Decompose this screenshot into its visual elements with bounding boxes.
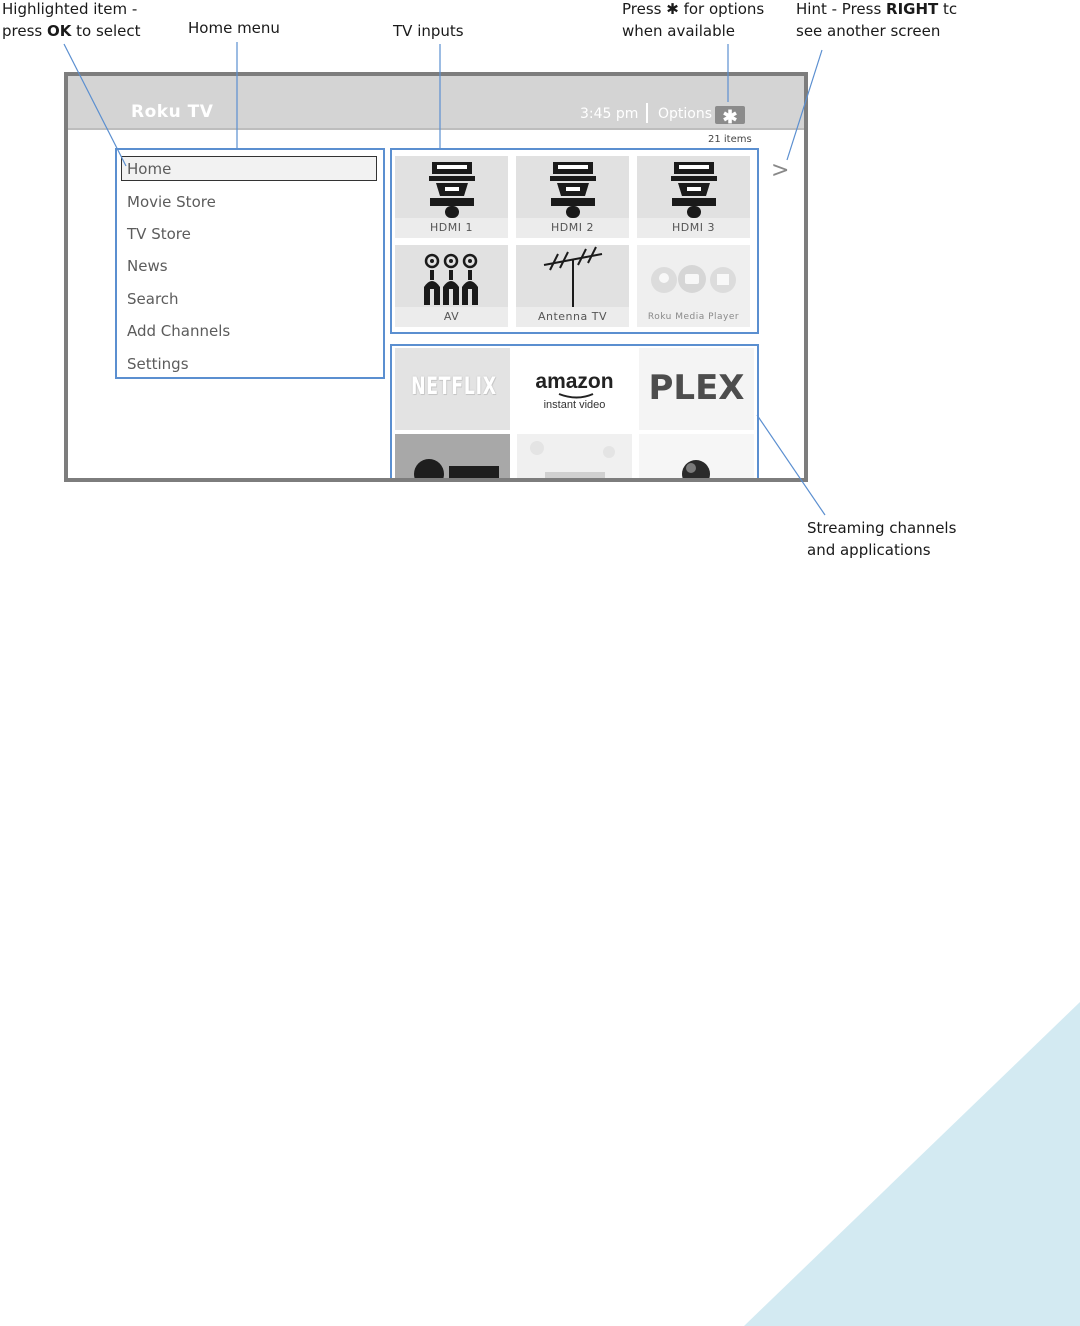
tv-header [68, 76, 804, 130]
options-star-button[interactable]: ✱ [715, 106, 745, 124]
app-logo-icon [639, 434, 754, 480]
callout-streaming: Streaming channels and applications [807, 519, 957, 559]
input-label: HDMI 3 [637, 218, 750, 238]
callout-tv-inputs: TV inputs [393, 22, 464, 40]
input-tile-hdmi-2[interactable] [516, 156, 629, 238]
streaming-channels-grid [390, 344, 759, 480]
hdmi-icon [395, 156, 508, 218]
menu-item-add-channels[interactable]: Add Channels [127, 322, 231, 340]
input-tile-antenna-tv[interactable] [516, 245, 629, 327]
item-count: 21 items [708, 134, 752, 145]
menu-item-movie-store[interactable]: Movie Store [127, 193, 216, 211]
menu-item-search[interactable]: Search [127, 290, 179, 308]
callout-hint: Hint - Press RIGHT tc see another screen [796, 0, 958, 40]
channel-tile-plex[interactable] [639, 348, 754, 430]
clock: 3:45 pm [580, 106, 639, 122]
pandora-logo-icon [517, 434, 632, 480]
input-label: Antenna TV [516, 307, 629, 327]
netflix-logo: NETFLIX [411, 372, 497, 400]
callout-home-menu: Home menu [188, 19, 280, 37]
hdmi-icon [637, 156, 750, 218]
tv-screen-mockup [64, 72, 808, 482]
options-label: Options [658, 106, 713, 122]
menu-item-settings[interactable]: Settings [127, 355, 189, 373]
input-label: HDMI 2 [516, 218, 629, 238]
header-divider [646, 103, 648, 123]
input-tile-hdmi-3[interactable] [637, 156, 750, 238]
input-label: Roku Media Player [647, 312, 740, 322]
media-player-icon [637, 245, 750, 307]
antenna-icon [516, 245, 629, 307]
callout-highlighted-item: Highlighted item - press OK to select [2, 0, 141, 40]
input-tile-av[interactable] [395, 245, 508, 327]
hdmi-icon [516, 156, 629, 218]
input-label: HDMI 1 [395, 218, 508, 238]
amazon-logo: amazon [535, 370, 614, 393]
channel-tile-netflix[interactable] [395, 348, 510, 430]
pbs-logo-icon [395, 434, 510, 480]
input-tile-hdmi-1[interactable] [395, 156, 508, 238]
menu-item-tv-store[interactable]: TV Store [127, 225, 191, 243]
callout-options: Press ✱ for options when available [622, 0, 765, 40]
home-menu [115, 148, 385, 379]
channel-tile-pandora[interactable] [517, 434, 632, 480]
menu-item-news[interactable]: News [127, 257, 168, 275]
input-label: AV [395, 307, 508, 327]
channel-tile-amazon[interactable] [517, 348, 632, 430]
next-screen-arrow[interactable]: > [771, 158, 790, 183]
roku-tv-logo: Roku TV [131, 102, 214, 122]
input-tile-roku-media-player[interactable] [637, 245, 750, 327]
channel-tile-app[interactable] [639, 434, 754, 480]
amazon-subtitle: instant video [543, 399, 606, 411]
tv-inputs-grid [390, 148, 759, 334]
channel-tile-pbs[interactable] [395, 434, 510, 480]
av-icon [395, 245, 508, 307]
plex-logo: PLEX [648, 368, 745, 408]
menu-item-home[interactable]: Home [121, 156, 377, 181]
